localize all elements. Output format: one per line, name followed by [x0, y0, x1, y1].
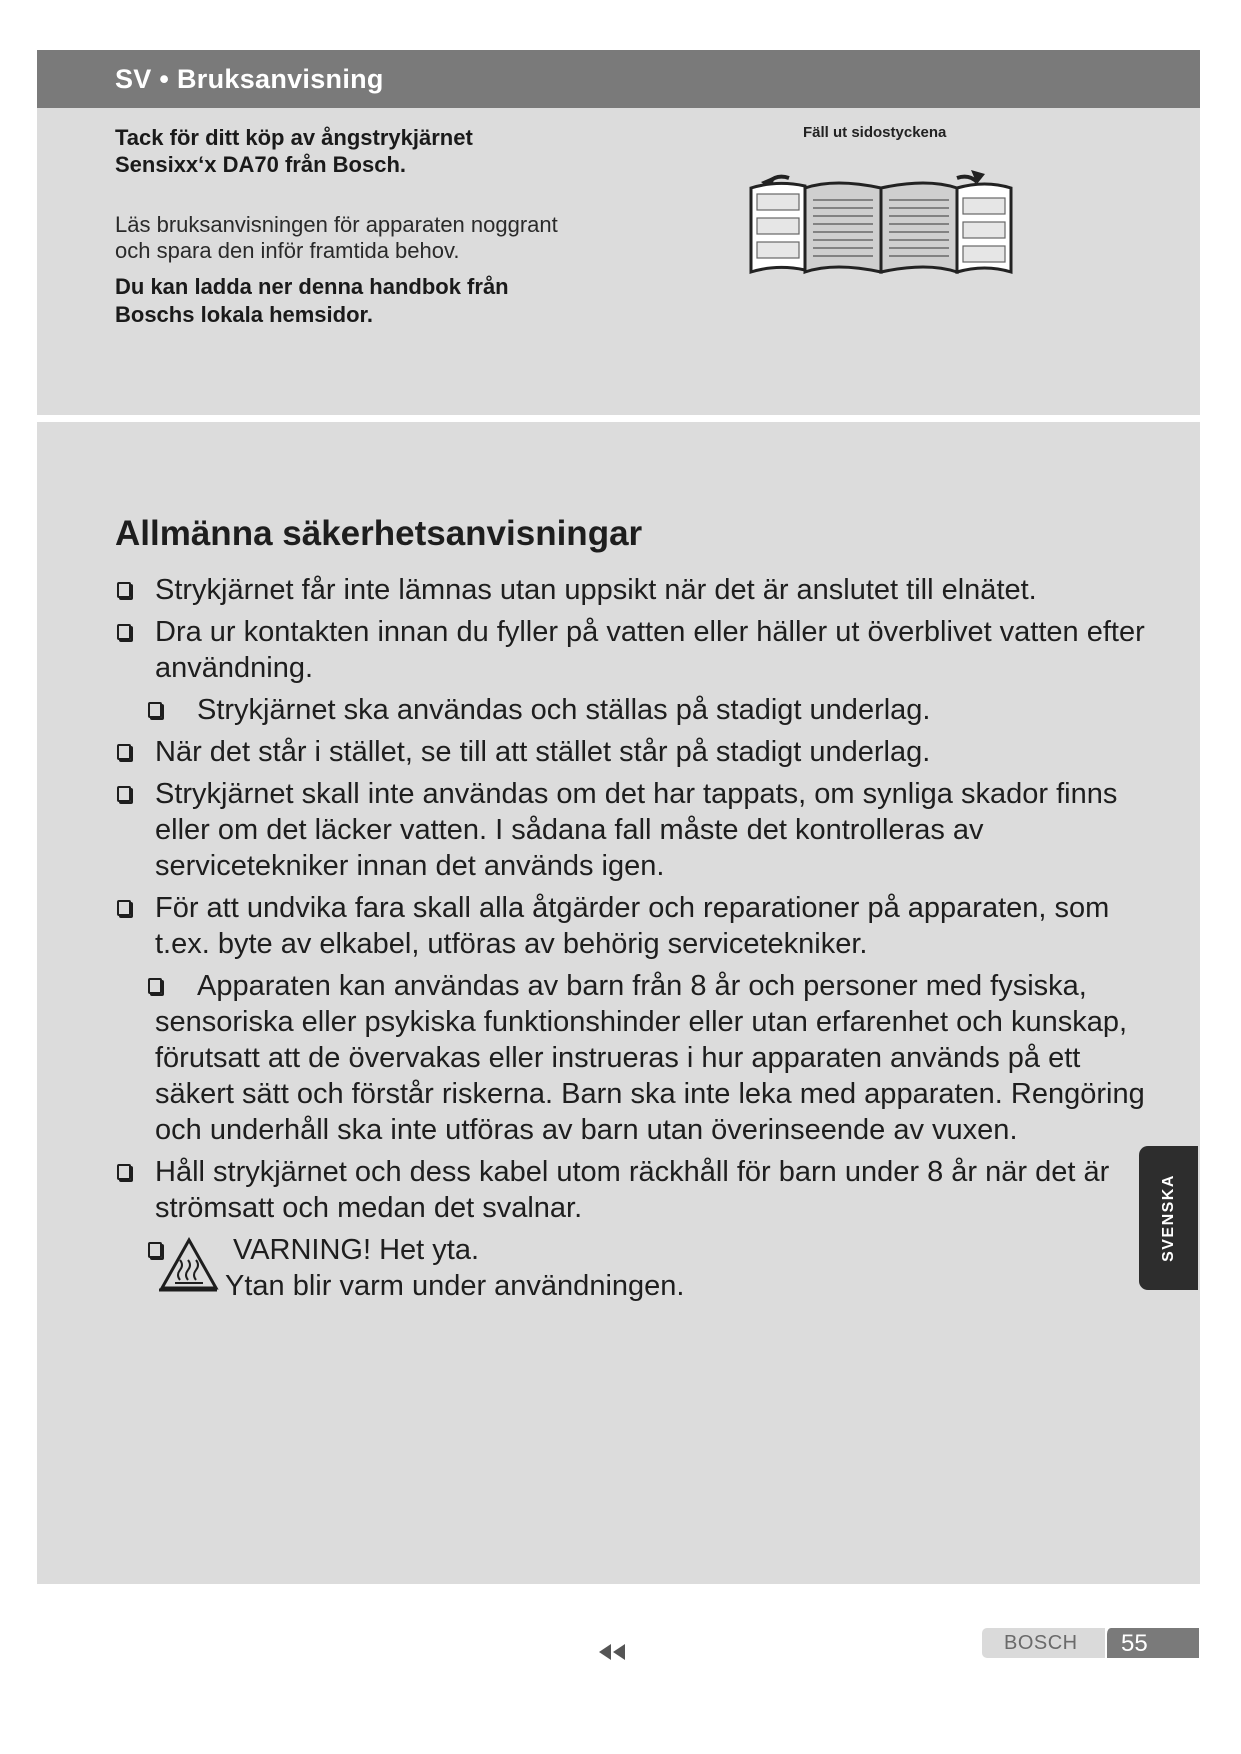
safety-item-text: Strykjärnet skall inte användas om det har tappats, om synliga skador finns eller om det läcker vatten. I sådana fall måste det kontrolleras av servicetekniker innan det används igen. — [155, 778, 1118, 882]
intro-panel — [37, 108, 1200, 415]
safety-panel — [37, 422, 1200, 1584]
language-tab — [1139, 1146, 1198, 1290]
hot-surface-warning-icon — [153, 1236, 219, 1292]
checkbox-bullet-icon — [117, 1164, 131, 1180]
safety-item — [37, 734, 1200, 770]
safety-item-text: Håll strykjärnet och dess kabel utom räckhåll för barn under 8 år när det är strömsatt och medan det svalnar. — [155, 1156, 1110, 1224]
fold-out-pages-illustration — [747, 148, 1017, 278]
page-number: 55 — [1121, 1630, 1148, 1657]
checkbox-bullet-icon — [148, 702, 162, 718]
warning-text: Ytan blir varm under användningen. — [225, 1270, 685, 1302]
brand-label: BOSCH — [1004, 1632, 1078, 1654]
safety-item — [37, 614, 1200, 686]
fold-out-caption: Fäll ut sidostyckena — [803, 124, 947, 141]
safety-item — [37, 890, 1200, 962]
hot-surface-warning — [37, 1232, 1200, 1312]
safety-list — [37, 572, 1200, 1312]
page-number-box — [1105, 1628, 1199, 1658]
safety-item — [37, 1154, 1200, 1226]
safety-item — [37, 692, 1200, 728]
safety-item — [37, 776, 1200, 884]
brand-label-box — [982, 1628, 1105, 1658]
checkbox-bullet-icon — [117, 744, 131, 760]
warning-title: VARNING! Het yta. — [233, 1234, 480, 1266]
checkbox-bullet-icon — [117, 624, 131, 640]
safety-item-text: Strykjärnet ska användas och ställas på stadigt underlag. — [197, 694, 931, 726]
header-title: SV • Bruksanvisning — [115, 64, 384, 94]
safety-item — [37, 968, 1200, 1148]
checkbox-bullet-icon — [117, 786, 131, 802]
intro-read-line2: och spara den inför framtida behov. — [115, 238, 460, 263]
safety-title: Allmänna säkerhetsanvisningar — [115, 514, 643, 553]
intro-download-line2: Boschs lokala hemsidor. — [115, 302, 373, 327]
checkbox-bullet-icon — [117, 582, 131, 598]
safety-item-text: Apparaten kan användas av barn från 8 år och personer med fysiska, sensoriska eller psykiska funktionshinder eller utan erfarenhet och kunskap, förutsatt att de övervakas eller instrueras i hur apparaten används på ett säkert sätt och förstår riskerna. Barn ska inte leka med apparaten. Rengöring och underhåll ska inte utföras av barn utan överinseende av vuxen. — [155, 970, 1145, 1146]
intro-thanks-line1: Tack för ditt köp av ångstrykjärnet — [115, 125, 473, 150]
language-tab-label: SVENSKA — [1159, 1174, 1177, 1262]
header-bar — [37, 50, 1200, 108]
safety-item-text: Dra ur kontakten innan du fyller på vatten eller häller ut överblivet vatten efter användning. — [155, 616, 1145, 684]
intro-thanks-line2: Sensixx‘x DA70 från Bosch. — [115, 152, 407, 177]
intro-read-line1: Läs bruksanvisningen för apparaten noggrant — [115, 212, 558, 237]
checkbox-bullet-icon — [148, 978, 162, 994]
intro-download-line1: Du kan ladda ner denna handbok från — [115, 274, 509, 299]
safety-item-text: När det står i stället, se till att stället står på stadigt underlag. — [155, 736, 931, 768]
safety-item-text: Strykjärnet får inte lämnas utan uppsikt när det är anslutet till elnätet. — [155, 574, 1037, 606]
previous-page-arrows-icon[interactable] — [599, 1642, 633, 1662]
safety-item-text: För att undvika fara skall alla åtgärder och reparationer på apparaten, som t.ex. byte av elkabel, utföras av behörig servicetekniker. — [155, 892, 1110, 960]
checkbox-bullet-icon — [117, 900, 131, 916]
safety-item — [37, 572, 1200, 608]
